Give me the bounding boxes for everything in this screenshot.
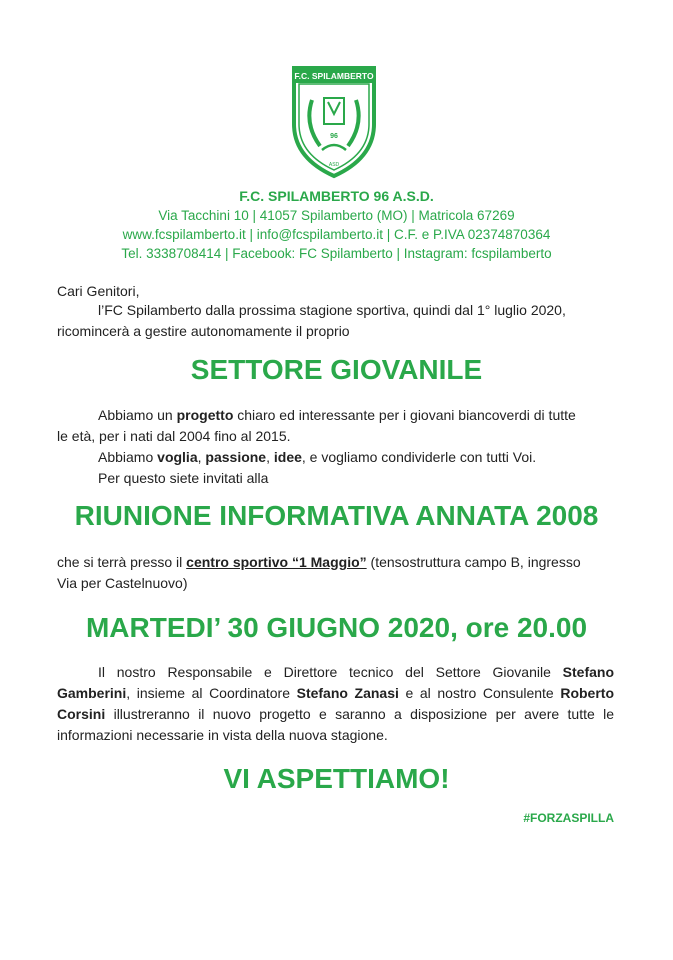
location-paragraph: che si terrà presso il centro sportivo “1 Maggio” (tensostruttura campo B, ingresso Via per Castelnuovo): [57, 554, 581, 591]
hashtag: #FORZASPILLA: [523, 811, 614, 825]
greeting: Cari Genitori,: [57, 283, 140, 299]
club-name: F.C. SPILAMBERTO 96 A.S.D.: [239, 188, 434, 204]
intro-paragraph: l’FC Spilamberto dalla prossima stagione sportiva, quindi dal 1° luglio 2020, ricomincerà a gestire autonomamente il proprio: [57, 302, 566, 339]
header-contacts: Tel. 3338708414 | Facebook: FC Spilamberto | Instagram: fcspilamberto: [121, 246, 552, 261]
heading-riunione: RIUNIONE INFORMATIVA ANNATA 2008: [74, 500, 599, 531]
crest-title: F.C. SPILAMBERTO: [294, 71, 374, 81]
club-crest-logo: [286, 62, 382, 180]
heading-date: MARTEDI’ 30 GIUGNO 2020, ore 20.00: [85, 612, 588, 643]
staff-paragraph: Il nostro Responsabile e Direttore tecnico del Settore Giovanile Stefano Gamberini, insieme al Coordinatore Stefano Zanasi e al nostro Consulente Roberto Corsini illustreranno il nuovo progetto e saranno a disposizione per avere tutte le informazioni necessarie in vista della nuova stagione.: [57, 664, 614, 743]
crest-asd: ASD: [328, 162, 340, 168]
header-address: Via Tacchini 10 | 41057 Spilamberto (MO) | Matricola 67269: [158, 208, 515, 223]
project-paragraph: Abbiamo un progetto chiaro ed interessante per i giovani biancoverdi di tutte le età, per i nati dal 2004 fino al 2015. Abbiamo voglia, passione, idee, e vogliamo condividerle con tutti Voi. Per questo siete invitati alla: [57, 407, 576, 486]
header-web: www.fcspilamberto.it | info@fcspilamberto.it | C.F. e P.IVA 02374870364: [122, 227, 551, 242]
crest-year: 96: [330, 133, 338, 140]
heading-vi-aspettiamo: VI ASPETTIAMO!: [223, 763, 450, 794]
heading-settore-giovanile: SETTORE GIOVANILE: [190, 354, 483, 385]
